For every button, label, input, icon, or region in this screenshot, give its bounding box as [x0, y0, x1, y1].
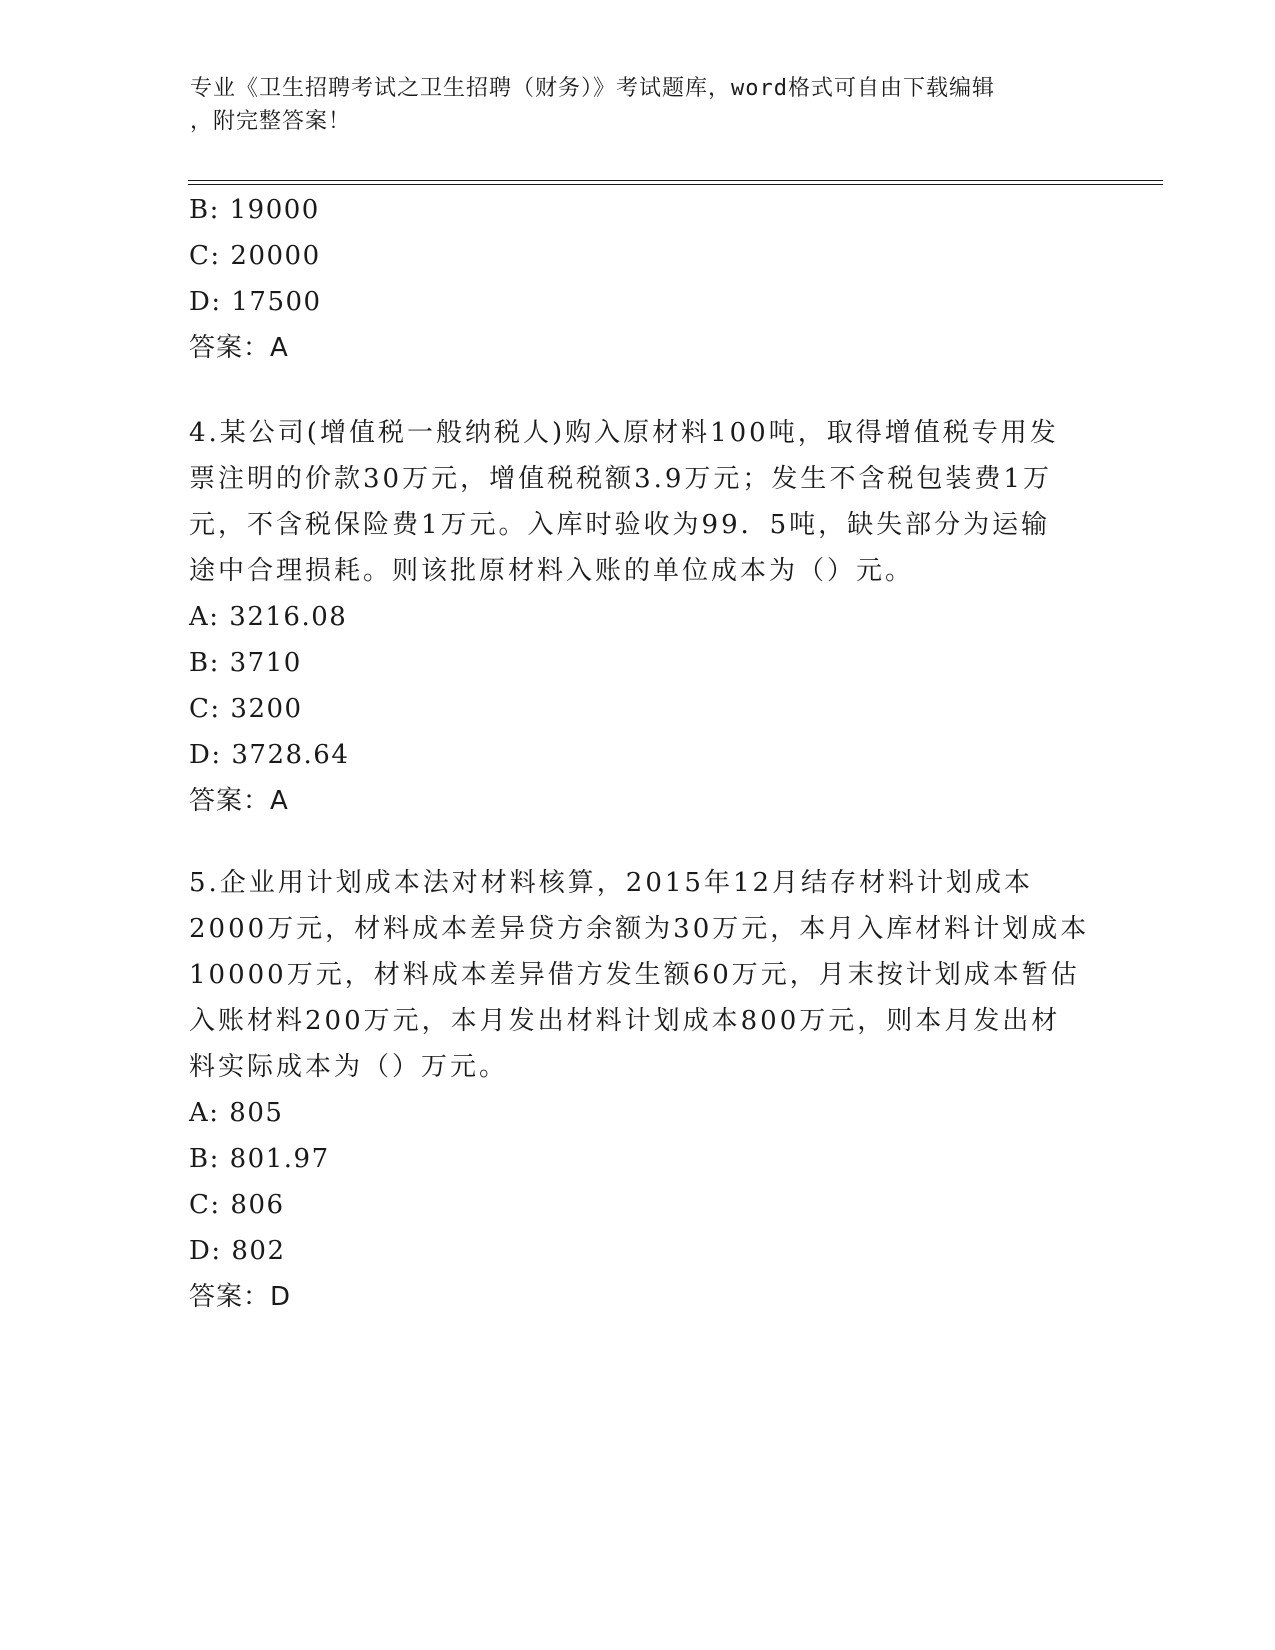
option-d: D: 17500 — [189, 287, 322, 317]
header-line-2: ，附完整答案！ — [190, 109, 352, 134]
document-header — [190, 72, 1090, 138]
option-d: D: 3728.64 — [189, 740, 350, 770]
header-divider-top — [188, 180, 1163, 181]
question-stem-line: 入账材料200万元，本月发出材料计划成本800万元，则本月发出材 — [189, 1006, 1061, 1036]
question-stem-line: 票注明的价款30万元，增值税税额3.9万元；发生不含税包装费1万 — [189, 464, 1052, 494]
question-stem-line: 4.某公司(增值税一般纳税人)购入原材料100吨，取得增值税专用发 — [189, 418, 1059, 448]
option-a: A: 3216.08 — [189, 602, 348, 632]
header-divider-bottom — [188, 184, 1163, 185]
option-d: D: 802 — [189, 1236, 286, 1266]
option-a: A: 805 — [189, 1098, 284, 1128]
answer-line: 答案：A — [189, 333, 289, 363]
option-c: C: 20000 — [189, 241, 321, 271]
option-c: C: 806 — [189, 1190, 285, 1220]
question-stem-line: 5.企业用计划成本法对材料核算，2015年12月结存材料计划成本 — [189, 868, 1034, 898]
question-stem-line: 元，不含税保险费1万元。入库时验收为99．5吨，缺失部分为运输 — [189, 510, 1051, 540]
question-4 — [189, 410, 1089, 594]
answer-line: 答案：A — [189, 786, 289, 816]
header-line-1: 专业《卫生招聘考试之卫生招聘（财务）》考试题库，word格式可自由下载编辑 — [190, 76, 995, 101]
question-4-options — [189, 594, 1089, 824]
option-b: B: 801.97 — [189, 1144, 330, 1174]
option-c: C: 3200 — [189, 694, 303, 724]
option-b: B: 19000 — [189, 195, 320, 225]
option-b: B: 3710 — [189, 648, 302, 678]
question-stem-line: 10000万元，材料成本差异借方发生额60万元，月末按计划成本暂估 — [189, 960, 1080, 990]
question-stem-line: 2000万元，材料成本差异贷方余额为30万元，本月入库材料计划成本 — [189, 914, 1090, 944]
answer-line: 答案：D — [189, 1282, 292, 1312]
question-stem-line: 途中合理损耗。则该批原材料入账的单位成本为（）元。 — [189, 556, 915, 586]
question-5-options — [189, 1090, 1089, 1320]
question-3-tail — [189, 187, 1089, 371]
question-5 — [189, 860, 1089, 1090]
question-stem-line: 料实际成本为（）万元。 — [189, 1052, 509, 1082]
